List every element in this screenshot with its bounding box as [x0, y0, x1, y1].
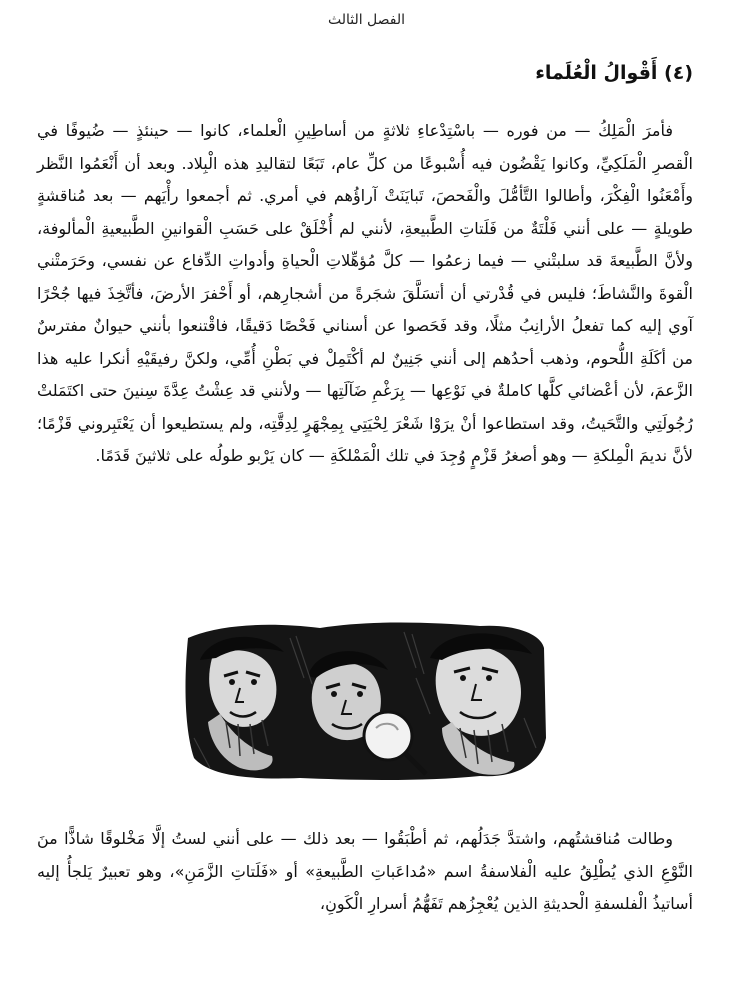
paragraph-text: وطالت مُناقشتُهم، واشتدَّ جَدَلُهم، ثم أطْبَقُوا — بعد ذلك — على أنني لستُ إلَّا مَخْلوقًا شاذًّا منَ النَّوْعِ الذي يُطْلِقُ عليه الْفلاسفةُ اسم «مُداعَباتِ الطَّبيعةِ» أو «فَلَتاتِ الزَّمَنِ»، وهو تعبيرٌ يَلجأُ إليه أساتيذُ الْفلسفةِ الْحديثةِ الذين يُعْجِزُهم تَفَهُّمُ أسرارِ الْكَونِ، — [37, 829, 693, 913]
paragraph-1 — [37, 115, 693, 473]
scholars-illustration — [180, 618, 550, 783]
running-header: الفصل الثالث — [327, 12, 406, 28]
paragraph-2 — [37, 823, 693, 921]
section-heading: (٤) أَقْوالُ الْعُلَماء — [535, 62, 693, 84]
paragraph-text: فأمرَ الْمَلِكُ — من فوره — باسْتِدْعاءِ ثلاثةٍ من أساطِينِ الْعلماء، كانوا — حينئذٍ — ضُيوفًا في الْقصرِ الْمَلَكِيِّ، وكانوا يَقْضُون فيه أُسْبوعًا من كلِّ عام، تَبَعًا لتقاليدِ هذه الْبِلاد. وبعد أن أَنْعَمُوا النَّظر وأَمْعَنُوا الْفِكْرَ، وأطالوا التَّأمُّلَ والْفَحصَ، تَبايَنَتْ آراؤُهم في أمري. ثم أجمعوا رأْيَهم — بعد مُناقشةٍ طويلةٍ — على أنني فَلْتَةٌ من فَلَتاتِ الطَّبيعةِ، لأنني لم أُخْلَقْ على حَسَبِ الْقوانينِ الطَّبيعيةِ الْمألوفة، ولأنَّ الطَّبيعةَ قد سلبتْني — فيما زعمُوا — كلَّ مُؤهِّلاتِ الْحياةِ وأدواتِ الدِّفاع عن نفسي، وحَرَمتْني الْقوةَ والنَّشاطَ؛ فليس في قُدْرتي أن أتسَلَّقَ شجَرةً من أشجارِهم، أو أَحْفرَ الأرضَ، فأتَّخِذَ فيها جُحْرًا آوي إليه كما تفعلُ الأرانِبُ مثلًا، وقد فَحَصوا عن أسناني فَحْصًا دَقيقًا، فاقْتنعوا بأنني حيوانٌ مفترسٌ من أكَلَةِ اللُّحوم، وذهب أحدُهم إلى أنني جَنِينٌ لم أكْتَمِلْ في بَطْنِ أُمِّي، ولكنَّ رفيقَيْهِ أنكرا عليه هذا الزَّعمَ، لأن أعْضائي كلَّها كاملةٌ في نَوْعِها — بِرَغْمِ ضَآلَتِها — ولأنني قد عِشْتُ عِدَّةَ سِنينَ حتى اكتَمَلتْ رُجُولَتِي والتَّحَيتُ، وقد استطاعوا أنْ يرَوْا شَعْرَ لِحْيَتِي بِمِجْهَرٍ لِدِقَّتِه، ولم يستطيعوا أن يَعْتَبِروني قَزْمًا؛ لأنَّ نديمَ الْمِلكةِ — وهو أصغرُ قَزْمٍ وُجِدَ في تلك الْمَمْلكَةِ — كان يَرْبو طولُه على ثلاثينَ قَدَمًا. — [37, 121, 693, 465]
